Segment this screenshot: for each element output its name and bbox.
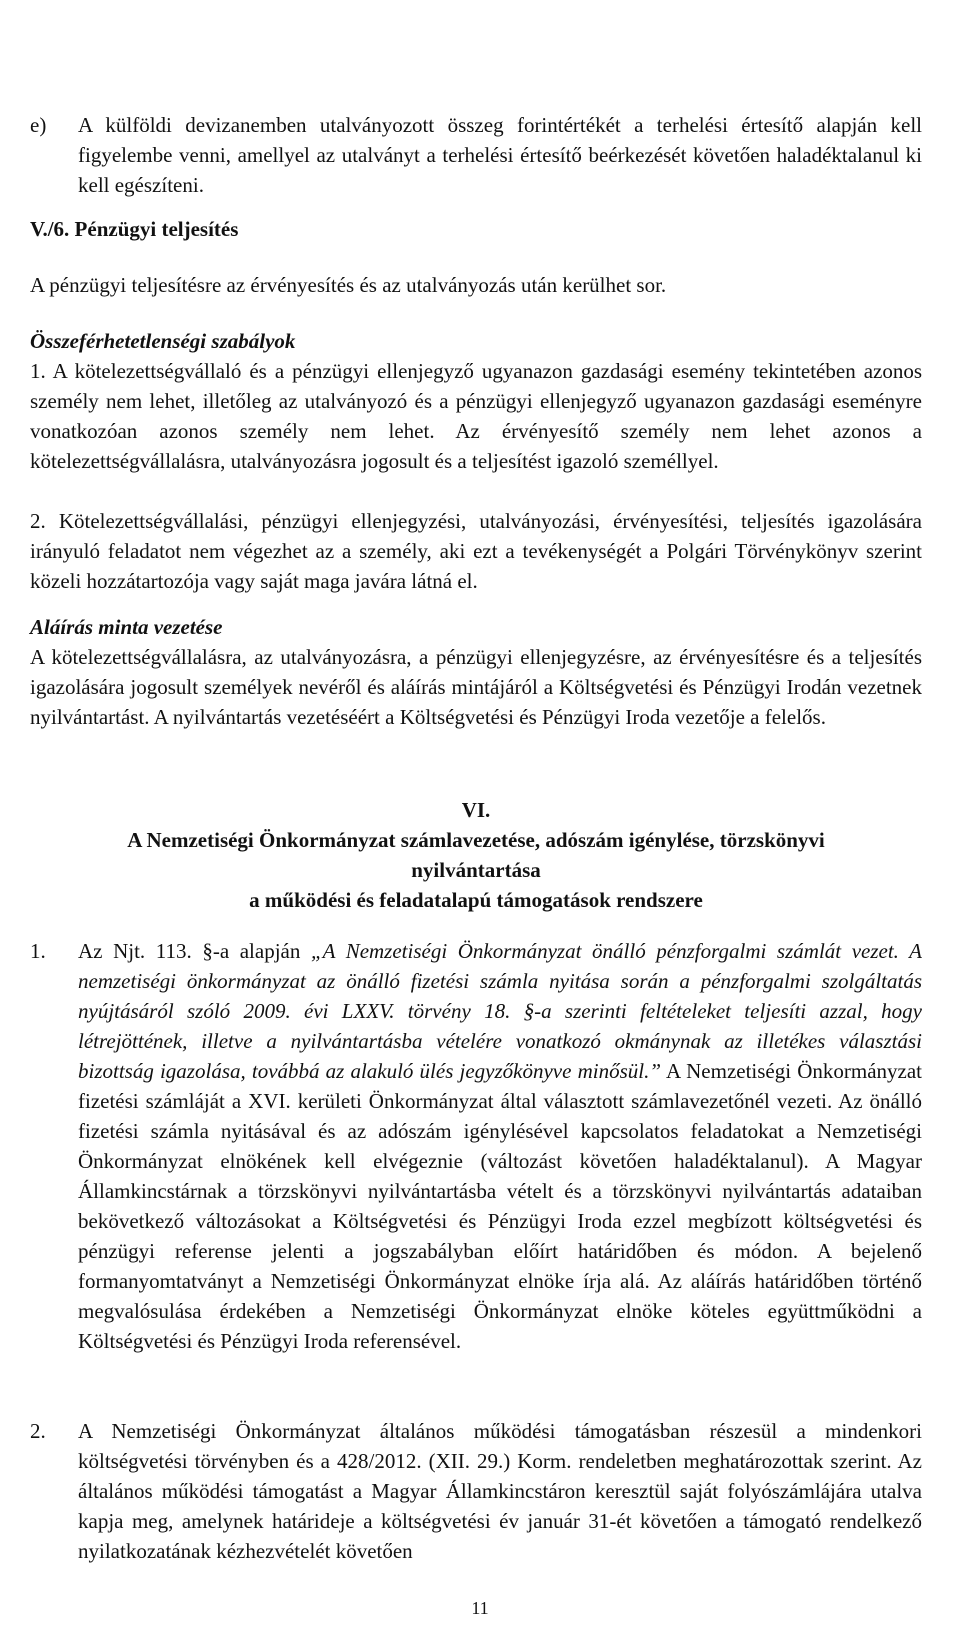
chapter-number: VI. bbox=[461, 798, 491, 822]
signature-text: A kötelezettségvállalásra, az utalványozásra, a pénzügyi ellenjegyzésre, az érvényesítésre és a teljesítés igazolására jogosult személyek nevéről és aláírás mintájáról a Költségvetési és Pénzügyi Irodán vezetnek nyilvántartást. A nyilvántartás vezetéséért a Költségvetési és Pénzügyi Iroda vezetője a felelős. bbox=[30, 645, 922, 729]
incompatibility-heading: Összeférhetetlenségi szabályok bbox=[30, 329, 296, 353]
item-number: 2. bbox=[30, 1419, 46, 1443]
section-v6-text: A pénzügyi teljesítésre az érvényesítés és az utalványozás után kerülhet sor. bbox=[30, 273, 667, 297]
item-text: Kötelezettségvállalási, pénzügyi ellenjegyzési, utalványozási, érvényesítési, teljesítés igazolására irányuló feladatot nem végezhet az a személy, aki ezt a tevékenységét a Polgári Törvénykönyv szerint közeli hozzátartozója vagy saját maga javára látná el. bbox=[30, 509, 922, 593]
paragraph-item-e bbox=[30, 110, 922, 200]
chapter-title-line-3: a működési és feladatalapú támogatások rendszere bbox=[249, 888, 703, 912]
incompatibility-item-2 bbox=[30, 506, 922, 596]
item-number: 1. bbox=[30, 359, 46, 383]
chapter-item-2 bbox=[30, 1416, 922, 1566]
signature-heading: Aláírás minta vezetése bbox=[30, 615, 223, 639]
chapter-title-line-1: A Nemzetiségi Önkormányzat számlavezetése, adószám igénylése, törzskönyvi bbox=[127, 828, 825, 852]
item-marker: e) bbox=[30, 113, 47, 137]
item-text-rest: A Nemzetiségi Önkormányzat fizetési számláját a XVI. kerületi Önkormányzat által választott számlavezetőnél vezeti. Az önálló fizetési számla nyitásával és az adószám igénylésével kapcsolatos feladatokat a Nemzetiségi Önkormányzat elnökének kell elvégeznie (változást követően haladéktalanul). A Magyar Államkincstárnak a törzskönyvi nyilvántartásba vételt és a törzskönyvi nyilvántartás adataiban bekövetkező változásokat a Költségvetési és Pénzügyi Iroda ezzel megbízott költségvetési és pénzügyi referense jelenti a jogszabályban előírt határidőben és módon. A bejelenő formanyomtatványt a Nemzetiségi Önkormányzat elnöke írja alá. Az aláírás határidőben történő megvalósulása érdekében a Nemzetiségi Önkormányzat elnöke köteles együttműködni a Költségvetési és Pénzügyi Iroda referensével. bbox=[78, 1059, 922, 1353]
chapter-item-1 bbox=[30, 936, 922, 1356]
incompatibility-item-1 bbox=[30, 356, 922, 476]
item-text-intro: Az Njt. 113. §-a alapján bbox=[78, 939, 311, 963]
item-e-text: A külföldi devizanemben utalványozott összeg forintértékét a terhelési értesítő alapján kell figyelembe venni, amellyel az utalványt a terhelési értesítő beérkezését követően haladéktalanul ki kell egészíteni. bbox=[78, 113, 922, 197]
item-number: 2. bbox=[30, 509, 46, 533]
item-text: A Nemzetiségi Önkormányzat általános működési támogatásban részesül a mindenkori költségvetési törvényben és a 428/2012. (XII. 29.) Korm. rendeletben meghatározottak szerint. Az általános működési támogatást a Magyar Államkincstáron keresztül saját folyószámlájára utalva kapja meg, amelynek határideje a költségvetési év január 31-ét követően a támogató rendelkező nyilatkozatának kézhezvételét követően bbox=[78, 1419, 922, 1563]
page-number: 11 bbox=[471, 1598, 489, 1618]
chapter-title-line-2: nyilvántartása bbox=[411, 858, 541, 882]
section-heading-v6: V./6. Pénzügyi teljesítés bbox=[30, 217, 239, 241]
item-number: 1. bbox=[30, 939, 46, 963]
item-body bbox=[78, 936, 922, 1356]
item-quote: „A Nemzetiségi Önkormányzat önálló pénzforgalmi számlát vezet. A nemzetiségi önkormányzat az önálló fizetési számla nyitása során a pénzforgalmi szolgáltatás nyújtásáról szóló 2009. évi LXXV. törvény 18. §-a szerinti feltételeket teljesíti azzal, hogy létrejöttének, illetve a nyilvántartásba vételére vonatkozó okmánynak az illetékes választási bizottság igazolása, továbbá az alakuló ülés jegyzőkönyve minősül.” bbox=[78, 939, 922, 1083]
item-text: A kötelezettségvállaló és a pénzügyi ellenjegyző ugyanazon gazdasági esemény tekintetében azonos személy nem lehet, illetőleg az utalványozó és a pénzügyi ellenjegyző ugyanazon gazdasági eseményre vonatkozóan azonos személy nem lehet. Az érvényesítő személy nem lehet azonos a kötelezettségvállalásra, utalványozásra jogosult és a teljesítést igazoló személlyel. bbox=[30, 359, 923, 473]
